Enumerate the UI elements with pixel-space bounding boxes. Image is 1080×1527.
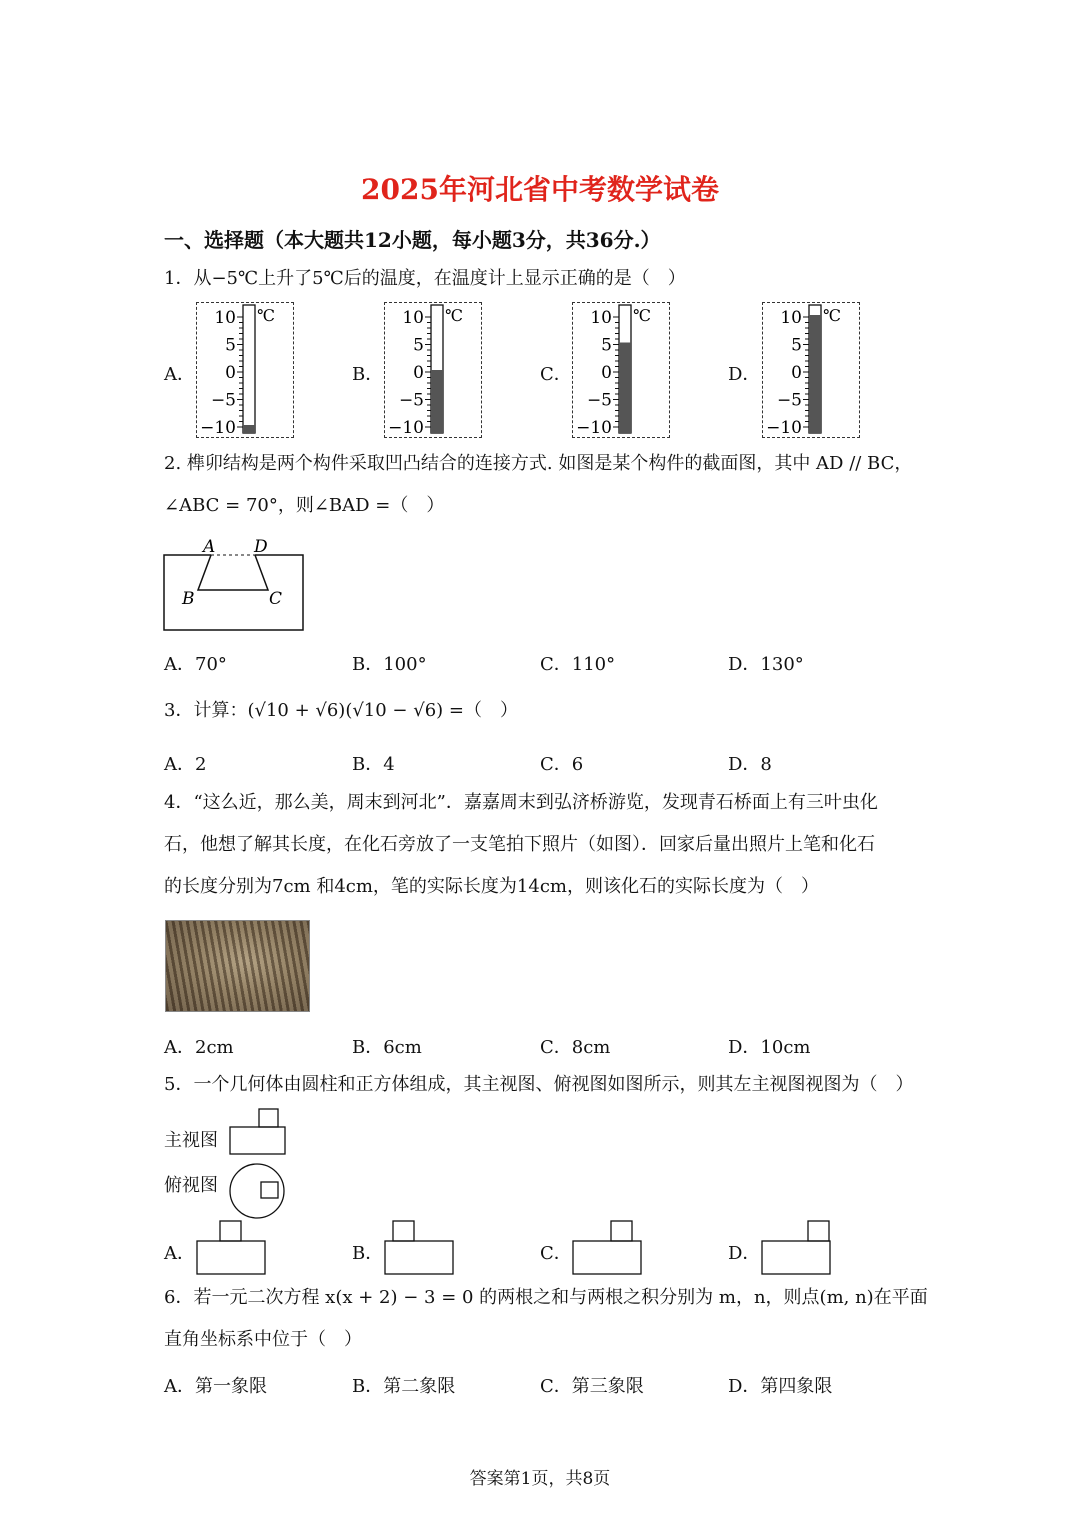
thermometer-liquid [431,370,443,433]
thermometer-scale-label: 10 [780,308,802,328]
thermometer-scale-label: −10 [576,418,612,437]
q1-option-b-label: B． [352,364,384,385]
thermometer-c [572,302,670,438]
thermometer-scale-label: 0 [791,363,802,383]
point-d-label: D [254,537,268,557]
q2-option-b: B．100° [352,654,427,675]
q3-option-c: C．6 [540,754,584,775]
thermometer-scale-label: 5 [413,335,424,356]
thermometer-scale-label: −10 [200,418,236,437]
q5-option-b-figure [383,1219,457,1277]
q3-option-b: B．4 [352,754,395,775]
thermometer-scale-label: −10 [388,418,424,437]
mortise-figure [160,534,310,634]
page-footer: 答案第1页，共8页 [469,1469,611,1489]
thermometer-d [762,302,860,438]
q5-option-a-figure [195,1219,269,1277]
thermometer-scale-label: −5 [586,390,612,411]
thermometer-liquid [619,343,631,434]
thermometer-unit-label: ℃ [823,306,841,325]
thermometer-a-svg [197,303,293,437]
exam-title: 2025年河北省中考数学试卷 [361,173,719,206]
thermometer-unit-label: ℃ [445,306,463,325]
thermometer-scale-label: −5 [776,390,802,411]
question-4-line2: 石，他想了解其长度，在化石旁放了一支笔拍下照片（如图）．回家后量出照片上笔和化石 [164,834,875,855]
thermometer-b-svg [385,303,481,437]
thermometer-scale-label: −5 [398,390,424,411]
thermometer-scale-label: 5 [791,335,802,356]
thermometer-scale-label: 5 [225,335,236,356]
top-view-figure [228,1162,288,1220]
thermometer-b [384,302,482,438]
q5-option-d-figure [760,1219,834,1277]
question-4-line3: 的长度分别为7cm 和4cm，笔的实际长度为14cm，则该化石的实际长度为（ ） [164,876,819,897]
question-2-line2: ∠ABC = 70°，则∠BAD =（ ） [164,495,445,516]
q6-option-a: A．第一象限 [164,1376,267,1397]
q3-option-a: A．2 [164,754,207,775]
thermometer-scale-label: 0 [601,363,612,383]
front-view-figure [228,1108,288,1156]
thermometer-c-svg [573,303,669,437]
thermometer-liquid [809,315,821,433]
thermometer-a [196,302,294,438]
q1-option-c-label: C． [540,364,572,385]
thermometer-scale-label: 5 [601,335,612,356]
q4-option-c: C．8cm [540,1037,611,1058]
trapezoid-abcd [198,555,268,590]
point-c-label: C [269,589,283,609]
q4-option-b: B．6cm [352,1037,422,1058]
thermometer-scale-label: 0 [413,363,424,383]
question-6-line2: 直角坐标系中位于（ ） [164,1329,362,1350]
thermometer-scale-label: 10 [590,308,612,328]
q2-option-c: C．110° [540,654,616,675]
question-6-line1: 6．若一元二次方程 x(x + 2) − 3 = 0 的两根之和与两根之积分别为 m，n，则点(m, n)在平面 [164,1287,928,1308]
q5-option-a-label: A． [164,1243,195,1264]
trilobite-fossil-photo [165,920,310,1012]
thermometer-scale-label: 10 [402,308,424,328]
thermometer-tube [243,305,255,433]
question-4-line1: 4．“这么近，那么美，周末到河北”．嘉嘉周末到弘济桥游览，发现青石桥面上有三叶虫化 [164,792,878,813]
q3-option-d: D．8 [728,754,772,775]
thermometer-liquid [243,425,255,433]
q4-option-a: A．2cm [164,1037,234,1058]
q1-option-a-label: A． [164,364,195,385]
q1-option-d-label: D． [728,364,761,385]
question-2-line1: 2. 榫卯结构是两个构件采取凹凸结合的连接方式. 如图是某个构件的截面图，其中 AD // BC， [164,453,913,474]
q6-option-b: B．第二象限 [352,1376,456,1397]
section-heading: 一、选择题（本大题共12小题，每小题3分，共36分.） [164,228,661,252]
point-b-label: B [182,589,195,609]
thermometer-scale-label: −10 [766,418,802,437]
front-view-label: 主视图 [164,1130,218,1151]
q6-option-c: C．第三象限 [540,1376,644,1397]
q4-option-d: D．10cm [728,1037,811,1058]
q5-option-d-label: D． [728,1243,761,1264]
q2-option-d: D．130° [728,654,804,675]
thermometer-unit-label: ℃ [633,306,651,325]
question-5-text: 5．一个几何体由圆柱和正方体组成，其主视图、俯视图如图所示，则其左主视图视图为（ ） [164,1074,914,1095]
thermometer-scale-label: −5 [210,390,236,411]
thermometer-scale-label: 10 [214,308,236,328]
question-3-text: 3．计算：(√10 + √6)(√10 − √6) =（ ） [164,700,518,721]
q5-option-c-figure [571,1219,645,1277]
thermometer-unit-label: ℃ [257,306,275,325]
thermometer-scale-label: 0 [225,363,236,383]
point-a-label: A [203,537,216,557]
thermometer-d-svg [763,303,859,437]
q6-option-d: D．第四象限 [728,1376,833,1397]
top-view-label: 俯视图 [164,1175,218,1196]
q2-option-a: A．70° [164,654,227,675]
q5-option-c-label: C． [540,1243,572,1264]
question-1-text: 1．从−5℃上升了5℃后的温度，在温度计上显示正确的是（ ） [164,268,686,289]
q5-option-b-label: B． [352,1243,384,1264]
